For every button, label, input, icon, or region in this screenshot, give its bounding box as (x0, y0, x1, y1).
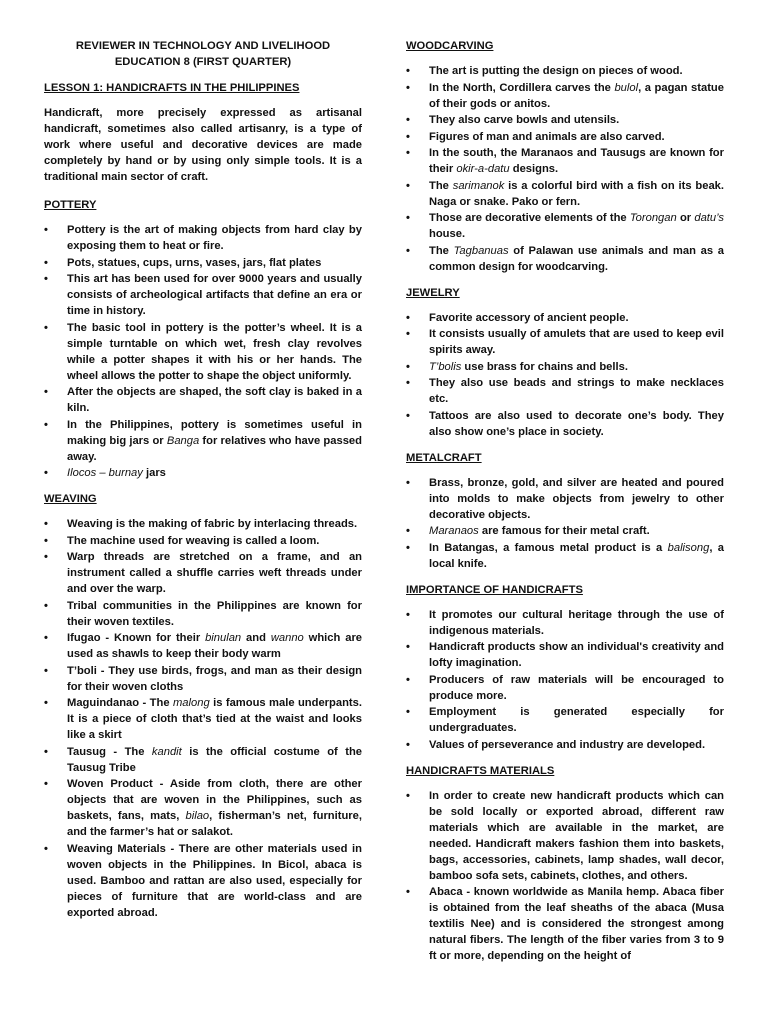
italic-term: bulol (614, 81, 639, 94)
weaving-heading: WEAVING (44, 493, 97, 505)
list-item (44, 417, 362, 465)
list-item-text: T’boli - They use birds, frogs, and man as their design for their woven cloths (67, 664, 362, 693)
bullet-icon: • (406, 476, 410, 489)
list-item-text: , a local knife. (429, 541, 724, 570)
list-item-text: Brass, bronze, gold, and silver are heated and poured into molds to make objects from jewelry to other decorative objects. (429, 476, 724, 521)
list-item (406, 375, 724, 407)
bullet-icon: • (406, 608, 410, 621)
list-item (406, 63, 724, 79)
list-item (44, 549, 362, 597)
lesson-heading: LESSON 1: HANDICRAFTS IN THE PHILIPPINES (44, 82, 300, 94)
list-item-text: The (429, 244, 454, 257)
list-item-text: Figures of man and animals are also carved. (429, 130, 665, 143)
list-item (44, 841, 362, 921)
list-item (44, 384, 362, 416)
bullet-icon: • (406, 65, 410, 77)
list-item (406, 112, 724, 128)
list-item (44, 744, 362, 776)
list-item-text: Maguindanao - The (67, 697, 173, 709)
jewelry-heading: JEWELRY (406, 286, 460, 299)
bullet-icon: • (406, 244, 410, 257)
list-item (406, 704, 724, 736)
bullet-icon: • (44, 518, 48, 530)
list-item-text: Ifugao - Known for their (67, 632, 206, 644)
jewelry-list (406, 310, 724, 440)
list-item (406, 737, 724, 753)
bullet-icon: • (406, 81, 410, 94)
list-item (44, 222, 362, 254)
bullet-icon: • (44, 664, 48, 677)
pottery-heading: POTTERY (44, 199, 97, 211)
italic-term: Torongan (629, 212, 677, 224)
list-item-text: Tribal communities in the Philippines are known for their woven textiles. (67, 599, 362, 628)
list-item-text: In the Philippines, pottery is sometimes useful in making big jars or (67, 418, 362, 447)
list-item-text: Favorite accessory of ancient people. (429, 311, 629, 324)
list-item (406, 310, 724, 326)
list-item-text: It consists usually of amulets that are used to keep evil spirits away. (429, 328, 724, 356)
list-item-text: Tattoos are also used to decorate one’s body. They also show one’s place in society. (429, 409, 724, 438)
bullet-icon: • (406, 212, 410, 224)
list-item-text: Pottery is the art of making objects from hard clay by exposing them to heat or fire. (67, 224, 362, 252)
italic-term: datu’s (694, 212, 725, 224)
list-item-text: Warp threads are stretched on a frame, and an instrument called a shuffle carries weft threads under and over the warp. (67, 551, 362, 595)
list-item (406, 178, 724, 210)
list-item (406, 540, 724, 572)
list-item-text: They also carve bowls and utensils. (429, 114, 620, 126)
list-item-text: Woven Product - Aside from cloth, there are other objects that are woven in the Philippines, such as baskets, fans, mats, (67, 778, 362, 822)
list-item-text: They also use beads and strings to make necklaces etc. (429, 377, 724, 405)
italic-term: kandit (151, 745, 182, 758)
list-item (406, 639, 724, 671)
woodcarving-list (406, 63, 724, 275)
importance-list (406, 607, 724, 753)
bullet-icon: • (44, 697, 48, 709)
importance-heading: IMPORTANCE OF HANDICRAFTS (406, 583, 583, 596)
list-item (406, 326, 724, 358)
list-item-text: The (429, 179, 453, 192)
list-item-text: jars (142, 467, 166, 479)
list-item-text: This art has been used for over 9000 years and usually consists of archeological artifacts that define an era or time in history. (67, 273, 362, 317)
list-item-text: or (676, 212, 695, 224)
list-item-text: use brass for chains and bells. (461, 360, 628, 373)
bullet-icon: • (406, 706, 410, 718)
materials-heading: HANDICRAFTS MATERIALS (406, 764, 555, 777)
list-item-text: Those are decorative elements of the (429, 212, 630, 224)
intro-paragraph: Handicraft, more precisely expressed as artisanal handicraft, sometimes also called artisanry, is a type of work where useful and decorative devices are made completely by hand or by using only simple tools. It is a traditional main sector of craft. (44, 107, 362, 183)
list-item-text: Handicraft products show an individual's creativity and lofty imagination. (429, 641, 724, 669)
bullet-icon: • (44, 467, 48, 479)
italic-term: Tagbanuas (453, 244, 509, 257)
list-item-text: After the objects are shaped, the soft clay is baked in a kiln. (67, 386, 362, 414)
list-item-text: The machine used for weaving is called a loom. (67, 534, 320, 547)
bullet-icon: • (406, 328, 410, 340)
title-line-1: REVIEWER IN TECHNOLOGY AND LIVELIHOOD (75, 40, 331, 52)
list-item-text: Employment is generated especially for undergraduates. (429, 706, 724, 734)
list-item (44, 465, 362, 481)
bullet-icon: • (44, 256, 48, 269)
bullet-icon: • (406, 147, 410, 159)
list-item-text: house. (429, 228, 466, 240)
list-item-text: Weaving Materials - There are other materials used in woven objects in the Philippines. In Bicol, abaca is used. Bamboo and rattan are also used, especially for pieces of furniture that are world-class and are exported abroad. (67, 842, 362, 919)
list-item-text: designs. (509, 163, 559, 175)
bullet-icon: • (406, 114, 410, 126)
list-item (406, 80, 724, 112)
list-item (406, 475, 724, 523)
italic-term: T’bolis (429, 360, 462, 373)
list-item (44, 776, 362, 840)
list-item (406, 408, 724, 440)
metalcraft-heading: METALCRAFT (406, 451, 482, 464)
list-item-text: In the North, Cordillera carves the (429, 81, 615, 94)
list-item-text: is the official costume of the Tausug Tribe (67, 745, 362, 774)
italic-term: Ilocos – burnay (67, 467, 143, 479)
italic-term: Maranaos (429, 525, 479, 537)
weaving-list (44, 516, 362, 921)
italic-term: bilao (185, 810, 210, 822)
bullet-icon: • (406, 525, 410, 537)
italic-term: sarimanok (452, 179, 505, 192)
bullet-icon: • (406, 130, 410, 143)
bullet-icon: • (406, 641, 410, 653)
bullet-icon: • (44, 418, 48, 431)
italic-term: Banga (166, 434, 200, 447)
list-item (406, 607, 724, 639)
bullet-icon: • (44, 745, 48, 758)
italic-term: balisong (667, 541, 710, 554)
italic-term: wanno (270, 632, 304, 644)
bullet-icon: • (44, 224, 48, 236)
bullet-icon: • (406, 738, 410, 751)
list-item (406, 672, 724, 704)
list-item (406, 359, 724, 375)
list-item-text: In the south, the Maranaos and Tausugs are known for their (429, 147, 724, 175)
list-item-text: and (241, 632, 271, 644)
list-item-text: Abaca - known worldwide as Manila hemp. Abaca fiber is obtained from the leaf sheaths of the abaca (Musa textilis Nee) and is considered the strongest among natural fibers. The length of the fiber varies from 3 to 9 ft or more, depending on the height of (429, 886, 724, 962)
right-column (406, 38, 724, 974)
bullet-icon: • (406, 673, 410, 686)
list-item (44, 663, 362, 695)
list-item-text: is famous male underpants. It is a piece of cloth that’s tied at the waist and looks like a skirt (67, 697, 362, 741)
list-item-text: The art is putting the design on pieces of wood. (429, 65, 683, 77)
bullet-icon: • (406, 789, 410, 802)
list-item (406, 210, 724, 242)
bullet-icon: • (406, 360, 410, 373)
metalcraft-list (406, 475, 724, 572)
bullet-icon: • (44, 842, 48, 855)
left-column (44, 38, 362, 931)
list-item (44, 516, 362, 532)
bullet-icon: • (44, 273, 48, 285)
list-item-text: , a pagan statue of their gods or anitos. (429, 81, 724, 110)
list-item-text: which are used as shawls to keep their body warm (67, 632, 363, 660)
list-item (406, 884, 724, 964)
materials-list (406, 788, 724, 965)
italic-term: okir-a-datu (456, 163, 510, 175)
title-line-2: EDUCATION 8 (FIRST QUARTER) (114, 56, 292, 68)
bullet-icon: • (44, 386, 48, 398)
list-item (44, 255, 362, 271)
italic-term: malong (172, 697, 210, 709)
list-item (44, 630, 362, 662)
list-item-text: In order to create new handicraft products which can be sold locally or exported abroad, different raw materials which are available in the market, are needed. Handicraft makers fashion them into baskets, bags, accessories, cabinets, lamp shades, wall decor, bamboo sofa sets, cabinets, clothes, and others. (429, 789, 724, 882)
list-item-text: The basic tool in pottery is the potter’s wheel. It is a simple turntable on which wet, fresh clay revolves while a potter shapes it with his or her hands. The wheel allows the potter to shape the object uniformly. (67, 321, 362, 382)
list-item (406, 243, 724, 275)
list-item (406, 788, 724, 884)
list-item-text: Producers of raw materials will be encouraged to produce more. (429, 673, 724, 702)
bullet-icon: • (44, 632, 48, 644)
list-item (44, 695, 362, 743)
list-item-text: , fisherman’s net, furniture, and the farmer’s hat or salakot. (67, 810, 362, 838)
bullet-icon: • (406, 409, 410, 422)
list-item (44, 533, 362, 549)
bullet-icon: • (406, 541, 410, 554)
bullet-icon: • (406, 886, 410, 898)
woodcarving-heading: WOODCARVING (406, 40, 494, 52)
list-item (44, 271, 362, 319)
bullet-icon: • (406, 311, 410, 324)
bullet-icon: • (44, 599, 48, 612)
bullet-icon: • (44, 551, 48, 563)
list-item-text: is a colorful bird with a fish on its beak. Naga or snake. Pako or fern. (429, 179, 724, 208)
list-item-text: of Palawan use animals and man as a common design for woodcarving. (429, 244, 724, 273)
bullet-icon: • (44, 778, 48, 790)
pottery-list (44, 222, 362, 481)
bullet-icon: • (44, 534, 48, 547)
list-item (406, 129, 724, 145)
list-item (406, 523, 724, 539)
list-item (44, 320, 362, 384)
document-title (44, 38, 362, 70)
list-item-text: In Batangas, a famous metal product is a (429, 541, 668, 554)
list-item (44, 598, 362, 630)
list-item (406, 145, 724, 177)
italic-term: binulan (205, 632, 242, 644)
list-item-text: for relatives who have passed away. (67, 434, 362, 463)
list-item-text: Pots, statues, cups, urns, vases, jars, flat plates (67, 256, 322, 269)
bullet-icon: • (406, 377, 410, 389)
bullet-icon: • (44, 321, 48, 334)
list-item-text: Tausug - The (67, 745, 152, 758)
list-item-text: Values of perseverance and industry are developed. (429, 738, 706, 751)
bullet-icon: • (406, 179, 410, 192)
list-item-text: are famous for their metal craft. (478, 525, 650, 537)
list-item-text: It promotes our cultural heritage through the use of indigenous materials. (429, 608, 724, 637)
list-item-text: Weaving is the making of fabric by interlacing threads. (67, 518, 358, 530)
